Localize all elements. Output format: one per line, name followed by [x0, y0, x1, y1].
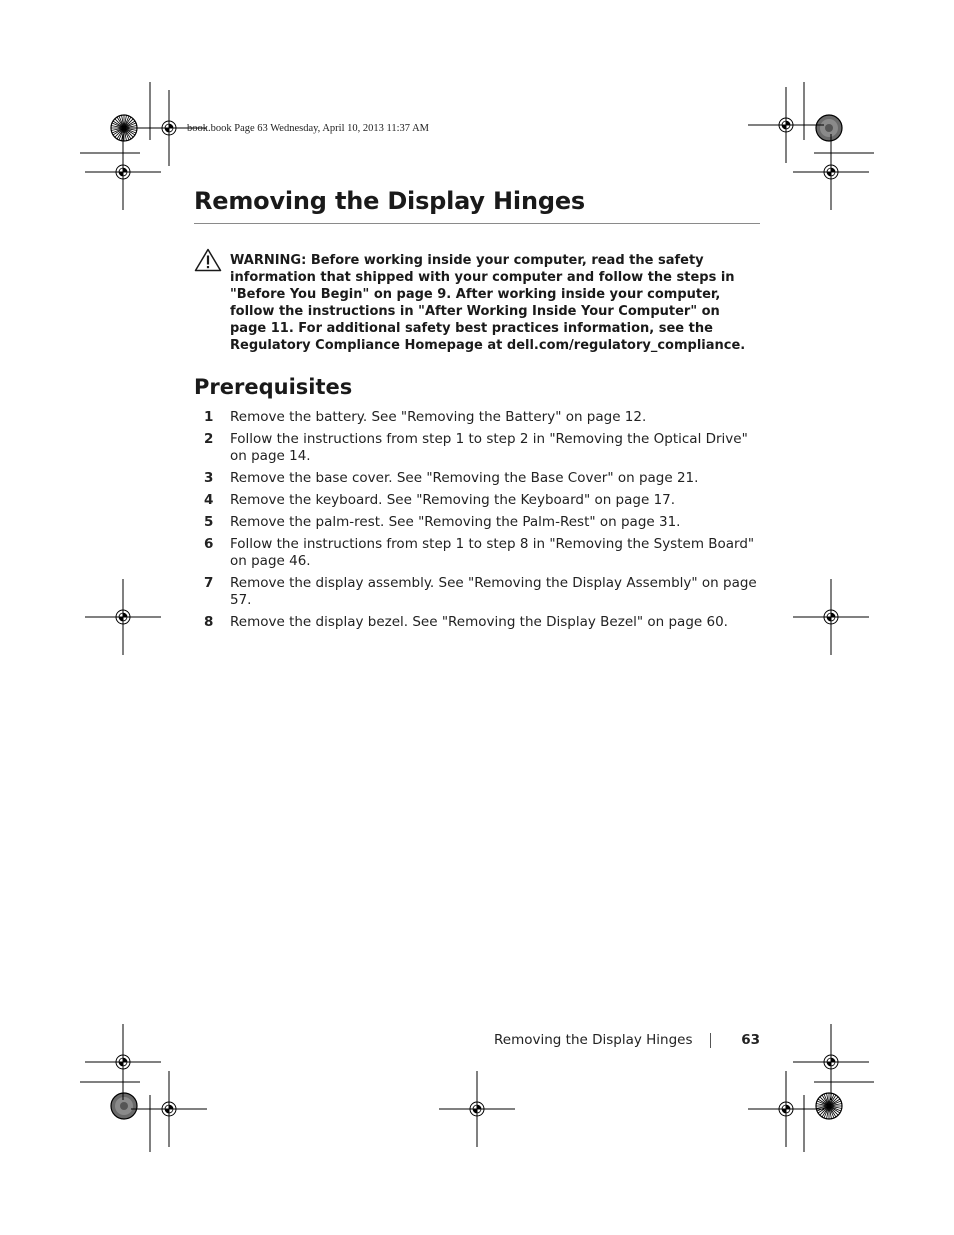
step-item: [204, 470, 764, 487]
title-rule: [194, 223, 760, 224]
step-number: 2: [204, 431, 214, 447]
prerequisite-steps: [204, 409, 764, 636]
step-number: 6: [204, 536, 214, 552]
step-number: 5: [204, 514, 214, 530]
step-text: Remove the keyboard. See "Removing the Keyboard" on page 17.: [230, 492, 676, 508]
gray-target-icon: [816, 115, 842, 141]
footer-title: Removing the Display Hinges: [494, 1032, 693, 1048]
step-item: [204, 514, 764, 531]
step-item: [204, 492, 764, 509]
registration-mark-icon: [439, 1071, 515, 1147]
step-item: [204, 536, 764, 570]
footer-separator: [710, 1033, 711, 1048]
registration-mark-icon: [748, 87, 824, 163]
section-title: Prerequisites: [194, 375, 353, 399]
step-text: Remove the battery. See "Removing the Battery" on page 12.: [230, 409, 647, 425]
registration-mark-icon: [131, 1071, 207, 1147]
page-title: Removing the Display Hinges: [194, 187, 585, 215]
registration-mark-icon: [793, 1024, 869, 1100]
step-number: 3: [204, 470, 214, 486]
registration-mark-icon: [793, 579, 869, 655]
step-number: 7: [204, 575, 214, 591]
starburst-target-icon: [816, 1093, 842, 1119]
step-text: Remove the display bezel. See "Removing the Display Bezel" on page 60.: [230, 614, 728, 630]
step-text: Follow the instructions from step 1 to step 2 in "Removing the Optical Drive" on page 14.: [230, 431, 748, 464]
step-item: [204, 575, 764, 609]
gray-target-icon: [111, 1093, 137, 1119]
warning-text: WARNING: Before working inside your computer, read the safety information that shipped with your computer and follow the steps in "Before You Begin" on page 9. After working inside your computer, follow the instructions in "After Working Inside Your Computer" on page 11. For additional safety best practices information, see the Regulatory Compliance Homepage at dell.com/regulatory_compliance.: [230, 253, 746, 353]
step-number: 8: [204, 614, 214, 630]
step-item: [204, 614, 764, 631]
step-item: [204, 409, 764, 426]
step-item: [204, 431, 764, 465]
step-number: 1: [204, 409, 214, 425]
step-text: Remove the base cover. See "Removing the Base Cover" on page 21.: [230, 470, 699, 486]
step-text: Follow the instructions from step 1 to step 8 in "Removing the System Board" on page 46.: [230, 536, 755, 569]
registration-mark-icon: [748, 1071, 824, 1147]
registration-mark-icon: [85, 134, 161, 210]
print-slug: book.book Page 63 Wednesday, April 10, 2013 11:37 AM: [187, 123, 430, 134]
warning-triangle-icon: [194, 248, 222, 272]
step-text: Remove the display assembly. See "Removing the Display Assembly" on page 57.: [230, 575, 757, 608]
registration-mark-icon: [85, 1024, 161, 1100]
registration-mark-icon: [793, 134, 869, 210]
page-footer: [494, 1032, 760, 1052]
step-number: 4: [204, 492, 214, 508]
page-number: 63: [741, 1032, 760, 1048]
step-text: Remove the palm-rest. See "Removing the Palm-Rest" on page 31.: [230, 514, 681, 530]
registration-mark-icon: [85, 579, 161, 655]
